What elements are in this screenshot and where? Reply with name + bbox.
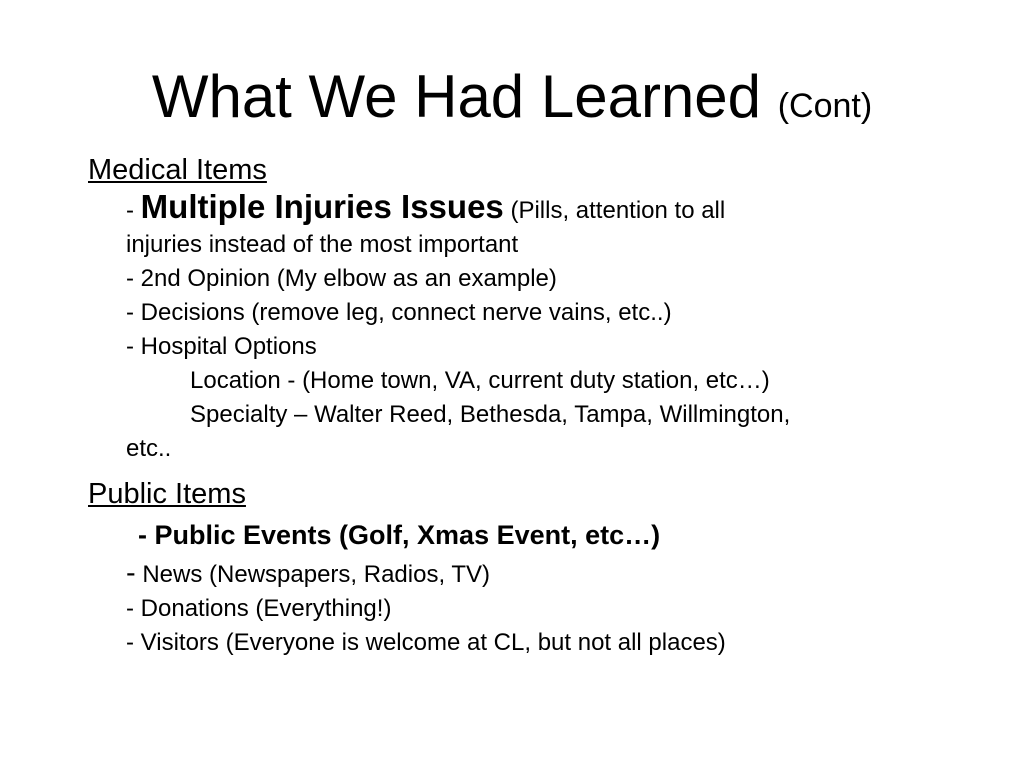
multiple-injuries-cont: injuries instead of the most important — [126, 231, 519, 258]
news-dash: - — [126, 557, 136, 589]
news-item — [126, 556, 918, 592]
slide-body — [88, 150, 918, 660]
title-suffix: (Cont) — [777, 87, 873, 125]
multiple-dash: - — [126, 197, 134, 224]
public-list — [126, 514, 918, 660]
medical-heading: Medical Items — [88, 154, 267, 186]
second-opinion-item: - 2nd Opinion (My elbow as an example) — [126, 265, 557, 292]
public-section — [88, 474, 918, 660]
specialty-subitem: Specialty – Walter Reed, Bethesda, Tampa, Willmington, — [190, 401, 791, 428]
specialty-cont: etc.. — [126, 435, 172, 462]
location-subitem: Location - (Home town, VA, current duty station, etc…) — [190, 367, 770, 394]
multiple-injuries-detail: (Pills, attention to all — [510, 197, 726, 224]
public-events-item: - Public Events (Golf, Xmas Event, etc…) — [138, 520, 661, 550]
title-main: What We Had Learned — [151, 63, 762, 130]
donations-item: - Donations (Everything!) — [126, 595, 392, 622]
news-text: News (Newspapers, Radios, TV) — [142, 561, 491, 588]
decisions-item: - Decisions (remove leg, connect nerve vains, etc..) — [126, 299, 672, 326]
public-heading: Public Items — [88, 478, 246, 510]
hospital-options-item: - Hospital Options — [126, 333, 317, 360]
multiple-injuries-item — [126, 190, 918, 228]
medical-list — [126, 190, 918, 466]
medical-section — [88, 150, 918, 466]
visitors-item: - Visitors (Everyone is welcome at CL, but not all places) — [126, 629, 726, 656]
slide-title — [0, 62, 1024, 141]
multiple-injuries-heading: Multiple Injuries Issues — [140, 188, 504, 225]
